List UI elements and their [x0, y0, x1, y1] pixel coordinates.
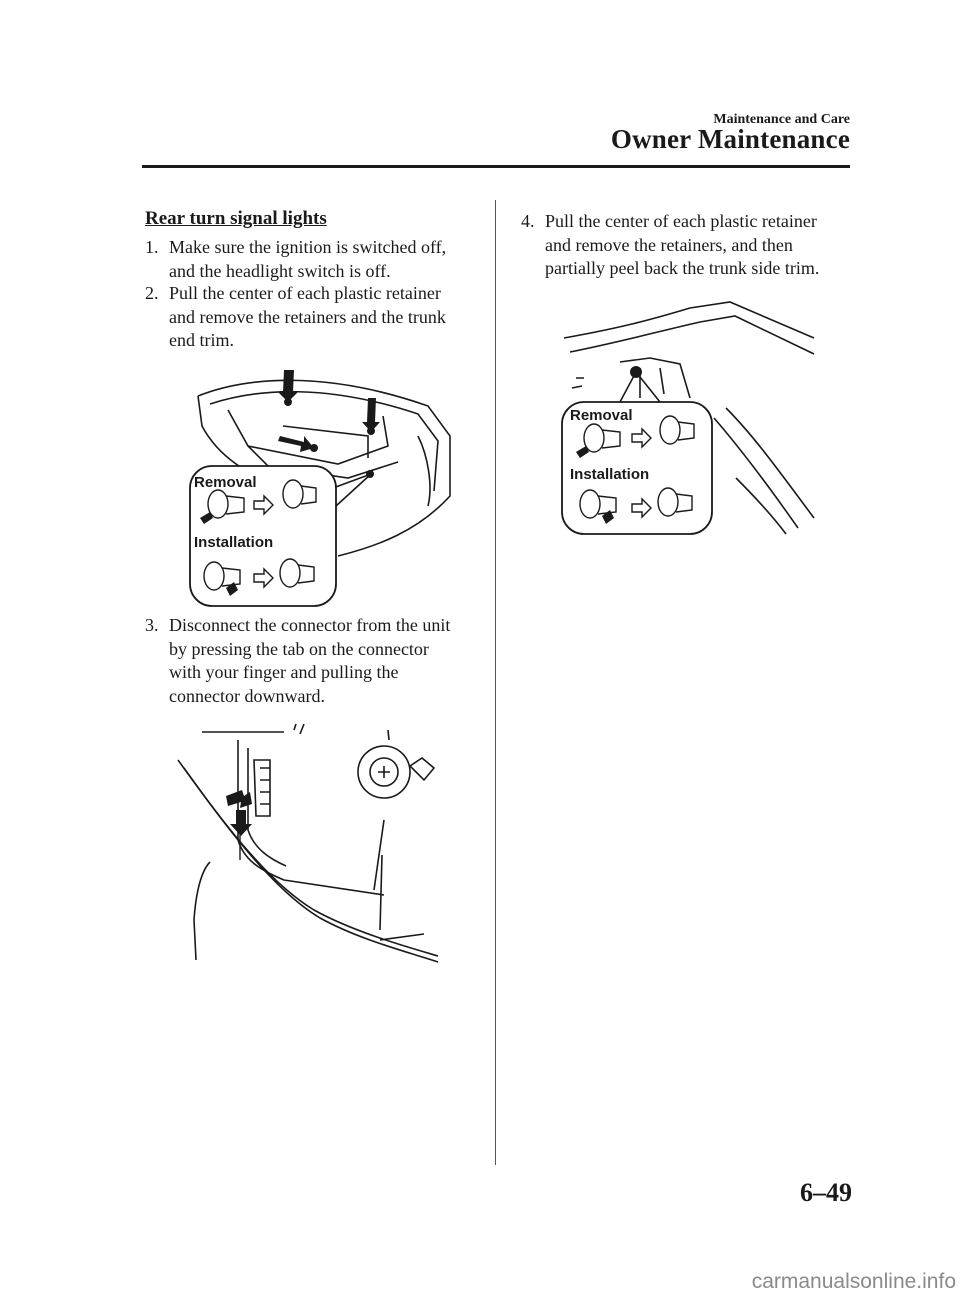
step-text-line: by pressing the tab on the connector — [169, 638, 429, 659]
step-text-line: Pull the center of each plastic retainer — [169, 283, 441, 303]
step-text-line: with your finger and pulling the — [169, 662, 399, 682]
trunk-end-trim-illustration — [188, 366, 458, 608]
step-text-line: and the headlight switch is off. — [169, 260, 391, 281]
step-text-line: end trim. — [169, 330, 234, 350]
step-text-line: and remove the retainers and the trunk — [169, 306, 446, 327]
installation-label: Installation — [194, 534, 274, 551]
header-divider — [142, 165, 850, 168]
column-divider — [495, 200, 496, 1165]
step-number: 4. — [521, 211, 535, 231]
step-text-line: Pull the center of each plastic retainer — [545, 211, 817, 231]
trunk-side-trim-illustration — [560, 298, 816, 536]
removal-label: Removal — [570, 407, 633, 424]
step-number: 1. — [145, 237, 159, 257]
page-number: 6–49 — [800, 1178, 852, 1207]
page-title: Owner Maintenance — [610, 124, 850, 154]
connector-illustration — [174, 720, 444, 970]
step-number: 3. — [145, 615, 159, 635]
installation-label: Installation — [570, 466, 650, 483]
watermark-text: carmanualsonline.info — [751, 1270, 956, 1293]
step-text-line: connector downward. — [169, 685, 325, 706]
step-4 — [521, 210, 861, 281]
step-3 — [145, 614, 485, 708]
section-label: Maintenance and Care — [713, 112, 850, 127]
section-heading: Rear turn signal lights — [145, 208, 327, 229]
step-number: 2. — [145, 283, 159, 303]
step-text-line: Make sure the ignition is switched off, — [169, 237, 447, 257]
step-text-line: and remove the retainers, and then — [545, 234, 793, 255]
step-2 — [145, 282, 485, 353]
step-text-line: Disconnect the connector from the unit — [169, 615, 451, 635]
step-text-line: partially peel back the trunk side trim. — [545, 258, 820, 278]
removal-label: Removal — [194, 474, 257, 491]
step-1 — [145, 236, 485, 283]
